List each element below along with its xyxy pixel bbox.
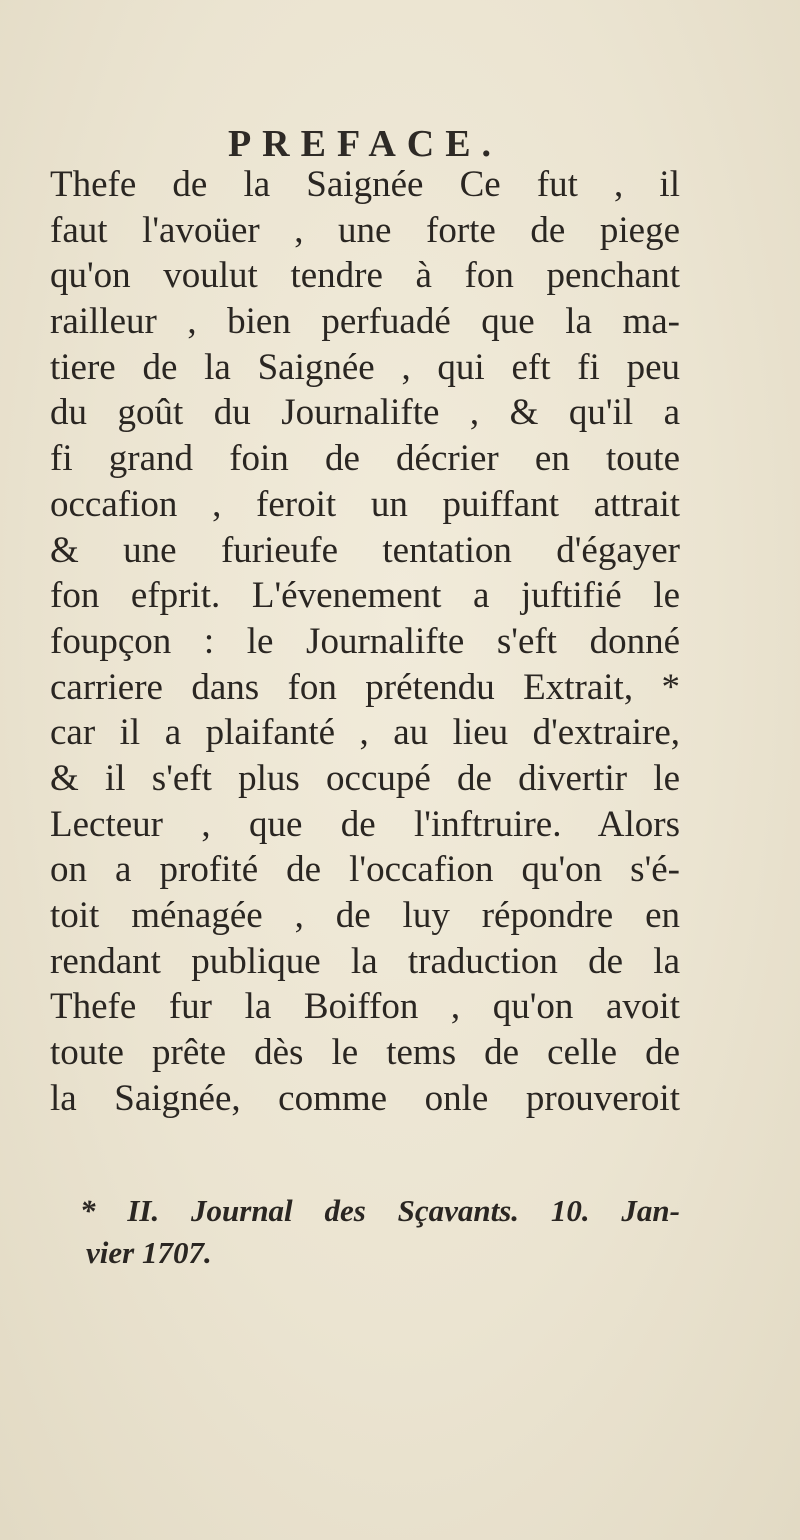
text-line: faut l'avoüer , une forte de piege — [50, 209, 680, 251]
text-line: toute prête dès le tems de celle de — [50, 1032, 680, 1074]
text-line: qu'on voulut tendre à fon penchant — [50, 255, 680, 297]
text-line: Lecteur , que de l'inftruire. Alors — [50, 803, 680, 845]
text-line: toit ménagée , de luy répondre en — [50, 895, 680, 936]
text-line: on a profité de l'occafion qu'on s'é- — [50, 849, 680, 891]
footnote-line: * II. Journal des Sçavants. 10. Jan- — [80, 1193, 680, 1228]
text-line: car il a plaifanté , au lieu d'extraire, — [50, 712, 680, 754]
text-line: fi grand foin de décrier en toute — [50, 438, 680, 480]
text-line: Thefe fur la Boiffon , qu'on avoit — [50, 986, 680, 1028]
text-line: occafion , feroit un puiffant attrait — [50, 483, 680, 525]
running-head: PREFACE. — [227, 123, 503, 165]
text-line: fon efprit. L'évenement a juftifié le — [50, 575, 680, 617]
text-line: du goût du Journalifte , & qu'il a — [50, 392, 680, 434]
text-line: & une furieufe tentation d'égayer — [50, 529, 680, 571]
text-line: Thefe de la Saignée Ce fut , il — [50, 164, 680, 205]
text-line: rendant publique la traduction de la — [50, 940, 680, 982]
text-line: tiere de la Saignée , qui eft fi peu — [50, 346, 680, 388]
body-text — [50, 162, 680, 1121]
text-line: & il s'eft plus occupé de divertir le — [50, 757, 680, 799]
text-line: la Saignée, comme onle prouveroit — [50, 1077, 680, 1119]
footnote — [80, 1190, 680, 1274]
text-line: railleur , bien perfuadé que la ma- — [50, 301, 680, 343]
text-line: carriere dans fon prétendu Extrait, * — [50, 666, 680, 708]
footnote-line: vier 1707. — [86, 1235, 212, 1270]
text-line: foupçon : le Journalifte s'eft donné — [50, 620, 680, 662]
